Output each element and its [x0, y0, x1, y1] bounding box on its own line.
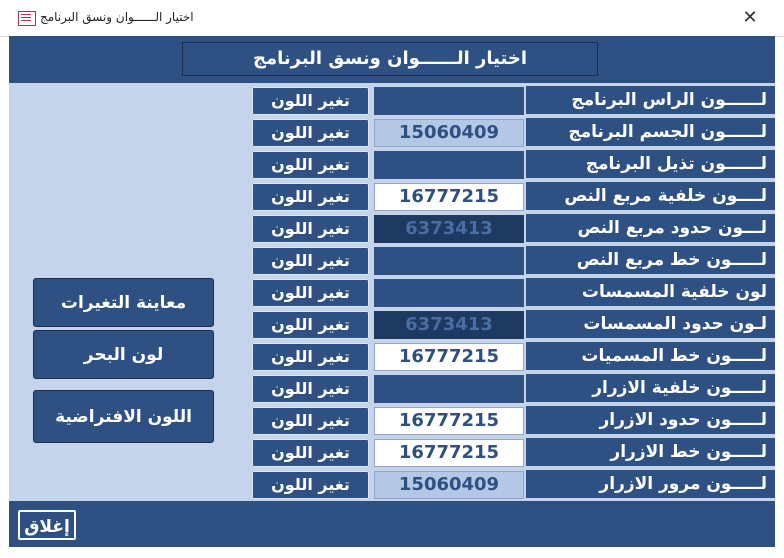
row-label: لـــــون خط المسميات [526, 342, 775, 370]
color-value-field[interactable] [374, 151, 524, 179]
color-row-textbox-border [9, 214, 775, 244]
change-color-button[interactable]: تغير اللون [252, 119, 369, 147]
row-label: لـــــون خط مربع النص [526, 246, 775, 274]
change-color-button[interactable]: تغير اللون [252, 87, 369, 115]
form-footer [9, 501, 775, 547]
row-label: لـــــون مرور الازرار [526, 470, 775, 498]
color-value-field[interactable]: 16777215 [374, 183, 524, 211]
color-value-field[interactable]: 15060409 [374, 471, 524, 499]
change-color-button[interactable]: تغير اللون [252, 215, 369, 243]
color-row-footer [9, 150, 775, 180]
form-icon [18, 11, 36, 26]
change-color-button[interactable]: تغير اللون [252, 183, 369, 211]
row-label: لـــــون خلفية الازرار [526, 374, 775, 402]
form-header [9, 36, 775, 83]
row-label: لون خلفية المسمسات [526, 278, 775, 306]
color-row-textbox-bg [9, 182, 775, 212]
change-color-button[interactable]: تغير اللون [252, 151, 369, 179]
form-title: اختيار الــــــوان ونسق البرنامج [182, 42, 598, 76]
row-label: لـــون حدود مربع النص [526, 214, 775, 242]
color-value-field[interactable] [374, 247, 524, 275]
change-color-button[interactable]: تغير اللون [252, 311, 369, 339]
change-color-button[interactable]: تغير اللون [252, 343, 369, 371]
color-value-field[interactable]: 16777215 [374, 439, 524, 467]
color-value-field[interactable]: 16777215 [374, 343, 524, 371]
color-row-body [9, 118, 775, 148]
default-color-button[interactable]: اللون الافتراضية [33, 390, 214, 443]
color-value-field[interactable]: 15060409 [374, 119, 524, 147]
window-title: اختيار الــــــوان ونسق البرنامج [40, 10, 194, 24]
change-color-button[interactable]: تغير اللون [252, 439, 369, 467]
color-value-field[interactable] [374, 87, 524, 115]
window-close-button[interactable]: ✕ [742, 7, 758, 28]
color-value-field[interactable] [374, 279, 524, 307]
form-detail [9, 83, 775, 501]
color-value-field[interactable]: 16777215 [374, 407, 524, 435]
color-row-textbox-font [9, 246, 775, 276]
color-value-field[interactable] [374, 375, 524, 403]
change-color-button[interactable]: تغير اللون [252, 279, 369, 307]
color-row-header [9, 86, 775, 116]
color-value-field[interactable]: 6373413 [374, 215, 524, 243]
window-titlebar [0, 0, 784, 37]
row-label: لــــــون الجسم البرنامج [526, 118, 775, 146]
close-form-button[interactable]: إغلاق [18, 510, 76, 540]
change-color-button[interactable]: تغير اللون [252, 471, 369, 499]
color-value-field[interactable]: 6373413 [374, 311, 524, 339]
row-label: لـــــون خط الازرار [526, 438, 775, 466]
change-color-button[interactable]: تغير اللون [252, 375, 369, 403]
change-color-button[interactable]: تغير اللون [252, 247, 369, 275]
color-row-button-hover [9, 470, 775, 500]
row-label: لـــــون حدود الازرار [526, 406, 775, 434]
row-label: لــــــون تذيل البرنامج [526, 150, 775, 178]
sea-color-button[interactable]: لون البحر [33, 330, 214, 379]
change-color-button[interactable]: تغير اللون [252, 407, 369, 435]
preview-changes-button[interactable]: معاينة التغيرات [33, 278, 214, 327]
row-label: لــــون خلفية مربع النص [526, 182, 775, 210]
row-label: لـون حدود المسمسات [526, 310, 775, 338]
row-label: لــــــون الراس البرنامج [526, 86, 775, 114]
